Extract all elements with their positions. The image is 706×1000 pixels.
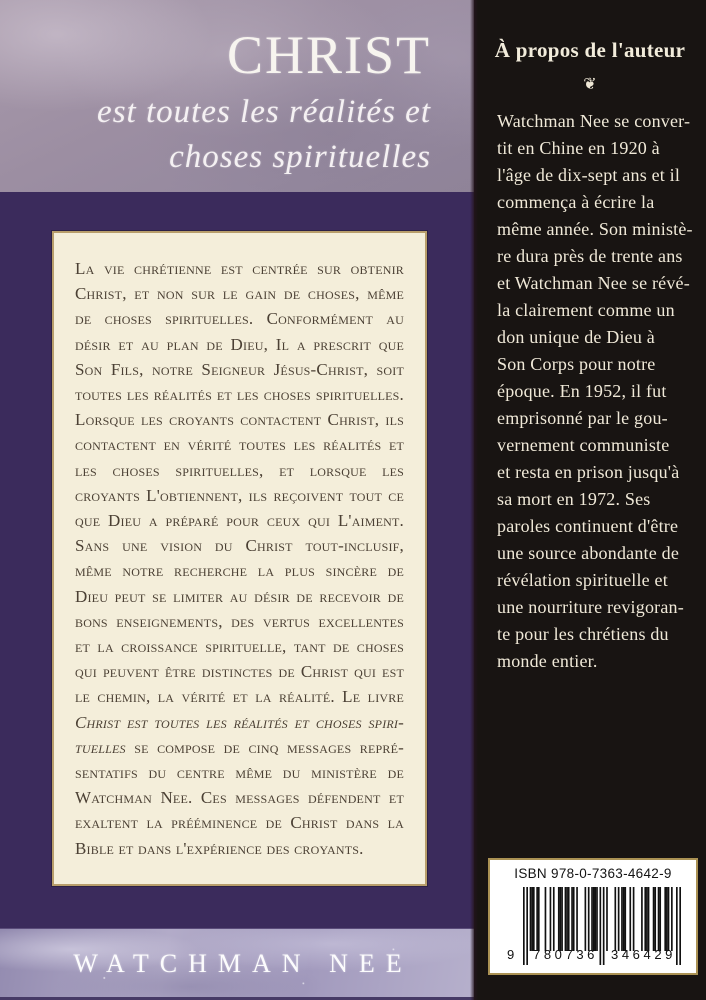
author-bio-line: don unique de Dieu à — [497, 327, 655, 347]
blurb-line: Christ est toutes les réalités et choses spiri- — [75, 712, 404, 732]
barcode-digit-lead: 9 — [507, 947, 515, 962]
blurb-line: toutes les réalités et les choses spirituelles. — [75, 385, 404, 405]
purple-field — [0, 192, 474, 928]
author-bio-line: époque. En 1952, il fut — [497, 381, 667, 401]
blurb-line: La vie chrétienne est centrée sur obtenir — [75, 259, 404, 278]
author-bio-line: une nourriture revigoran- — [497, 597, 684, 617]
author-bio-line: re dura près de trente ans — [497, 246, 683, 266]
blurb-line: même notre recherche la plus sincère de — [75, 561, 404, 581]
blurb-line: Watchman Nee. Ces messages défendent et — [75, 788, 404, 808]
subtitle-line-1: est toutes les réalités et — [97, 94, 431, 130]
author-bio-line: et Watchman Nee se révé- — [497, 273, 690, 293]
barcode-digits-group2: 346429 — [611, 947, 676, 962]
blurb-line: Sans une vision du Christ tout-inclusif, — [75, 536, 404, 556]
book-subtitle — [97, 90, 431, 180]
author-bio-line: paroles continuent d'être — [497, 516, 679, 536]
author-bio-line: l'âge de dix-sept ans et il — [497, 165, 681, 185]
blurb-line: Dieu peut se limiter au désir de recevoir de — [75, 586, 404, 606]
author-bio-line: monde entier. — [497, 651, 598, 671]
blurb-line: désir et au plan de Dieu, Il a prescrit que — [75, 334, 404, 354]
about-author-panel — [474, 0, 706, 1000]
blurb-line: les choses spirituelles, et lorsque les — [75, 460, 404, 480]
blurb-line: Son Fils, notre Seigneur Jésus-Christ, soit — [75, 359, 404, 379]
blurb-line: le chemin, la vérité et la réalité. Le livre — [75, 687, 404, 707]
author-bio-line: te pour les chrétiens du — [497, 624, 669, 644]
blurb-line: Bible et dans l'expérience des croyants. — [75, 838, 364, 858]
barcode-box — [488, 858, 698, 975]
blurb-box — [52, 231, 427, 886]
author-bio-line: Son Corps pour notre — [497, 354, 656, 374]
blurb-text — [75, 256, 404, 861]
barcode-digits-group1: 780736 — [533, 947, 598, 962]
author-bio-line: la clairement comme un — [497, 300, 675, 320]
blurb-line: et la croissance spirituelle, tant de choses — [75, 637, 404, 657]
blurb-line: bons enseignements, des vertus excellentes — [75, 611, 404, 631]
author-bio-line: même année. Son ministè- — [497, 219, 693, 239]
author-bio-line: Watchman Nee se conver- — [497, 111, 691, 131]
bottom-sky-band — [0, 928, 474, 1000]
blurb-line: de choses spirituelles. Conformément au — [75, 309, 404, 329]
author-name: WATCHMAN NEE — [73, 949, 413, 978]
author-bio-line: sa mort en 1972. Ses — [497, 489, 651, 509]
blurb-line: exaltent la prééminence de Christ dans la — [75, 813, 404, 833]
author-bio-line: et resta en prison jusqu'à — [497, 462, 680, 482]
author-bio-line: une source abondante de — [497, 543, 680, 563]
blurb-line: contactent en vérité toutes les réalités et — [75, 435, 404, 455]
subtitle-line-2: choses spirituelles — [169, 139, 431, 175]
author-bio-line: emprisonné par le gou- — [497, 408, 668, 428]
isbn-label: ISBN 978-0-7363-4642-9 — [514, 866, 672, 881]
blurb-line: tuelles se compose de cinq messages repré- — [75, 737, 404, 757]
sky-header — [0, 0, 474, 192]
author-bio-line: tit en Chine en 1920 à — [497, 138, 660, 158]
blurb-line: Christ, et non sur le gain de choses, même — [75, 284, 404, 304]
book-title: CHRIST — [226, 25, 431, 85]
about-author-heading: À propos de l'auteur — [494, 38, 686, 62]
blurb-line: que Dieu a préparé pour ceux qui L'aiment. — [75, 511, 404, 531]
fleuron-ornament-icon: ❦ — [583, 76, 597, 93]
author-bio-line: révélation spirituelle et — [497, 570, 668, 590]
blurb-line: qui peuvent être distinctes de Christ qui est — [75, 662, 404, 682]
author-bio-line: commença à écrire la — [497, 192, 655, 212]
author-bio-text — [497, 108, 702, 675]
blurb-line: sentatifs du centre même du ministère de — [75, 763, 404, 783]
author-bio-line: vernement communiste — [497, 435, 670, 455]
blurb-line: Lorsque les croyants contactent Christ, ils — [75, 410, 404, 430]
blurb-line: croyants L'obtiennent, ils reçoivent tout ce — [75, 485, 404, 505]
